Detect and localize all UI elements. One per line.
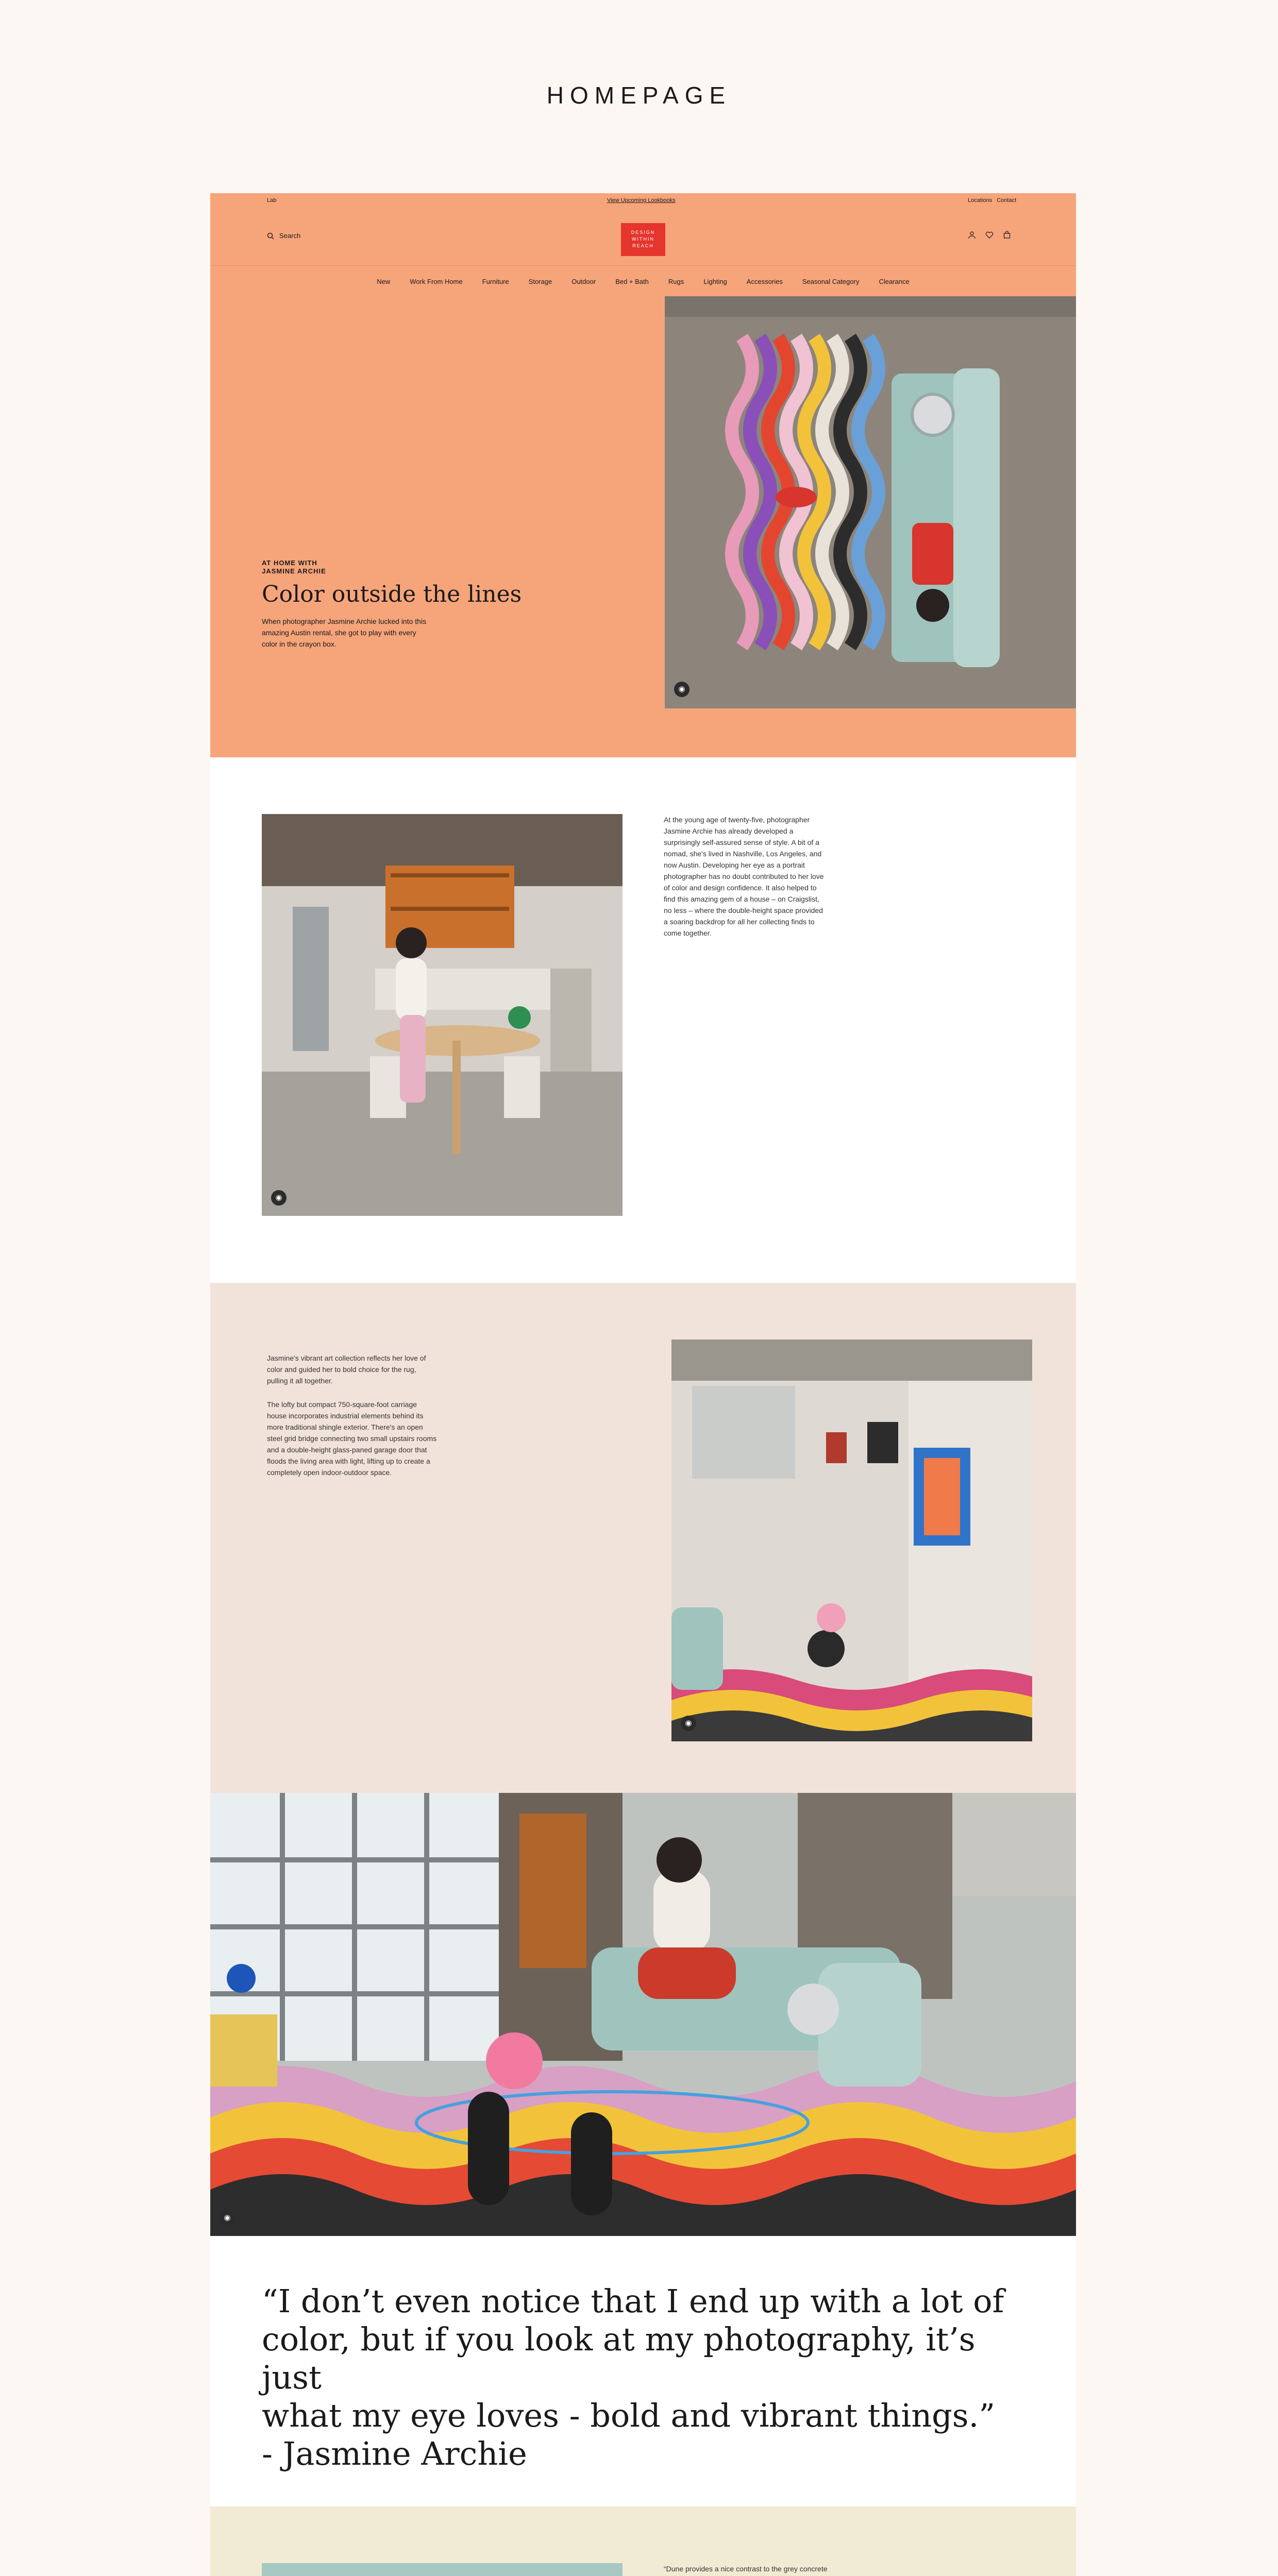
header-icons	[968, 231, 1011, 239]
search-label: Search	[279, 232, 301, 240]
account-icon[interactable]	[968, 231, 976, 239]
camera-icon[interactable]: ◉	[681, 1716, 696, 1731]
nav-item-accessories[interactable]: Accessories	[746, 277, 783, 285]
sofa-closeup-photo	[262, 2563, 623, 2576]
story-section-3	[210, 2506, 1076, 2576]
nav-item-bed-bath[interactable]: Bed + Bath	[615, 277, 649, 285]
nav-item-rugs[interactable]: Rugs	[668, 277, 684, 285]
pull-quote	[262, 2282, 1035, 2473]
utility-lookbook-link[interactable]: View Upcoming Lookbooks	[607, 197, 676, 204]
hero-body: When photographer Jasmine Archie lucked into this amazing Austin rental, she got to play with every color in the crayon box.	[262, 617, 427, 648]
story-3-body: “Dune provides a nice contrast to the grey concrete	[664, 2565, 828, 2573]
camera-icon[interactable]: ◉	[674, 682, 690, 697]
nav-item-seasonal-category[interactable]: Seasonal Category	[802, 277, 860, 285]
full-width-photo	[210, 1793, 1076, 2236]
hero-photo	[665, 296, 1076, 708]
quote-attribution: - Jasmine Archie	[262, 2435, 527, 2472]
hero-eyebrow	[262, 559, 326, 575]
nav-item-furniture[interactable]: Furniture	[482, 277, 509, 285]
search-icon	[267, 232, 274, 240]
brand-logo[interactable]: DESIGN WITHIN REACH	[621, 223, 665, 256]
main-nav	[210, 265, 1076, 297]
story-2-body-2: The lofty but compact 750-square-foot carriage house incorporates industrial elements behind its more traditional shingle exterior. There's an open steel grid bridge connecting two small upstairs rooms and a double-height glass-paned garage door that floods the living area with light, lifting up to create a completely open indoor-outdoor space.	[267, 1400, 437, 1477]
camera-icon[interactable]: ◉	[220, 2210, 235, 2226]
nav-item-storage[interactable]: Storage	[528, 277, 552, 285]
quote-line-3: what my eye loves - bold and vibrant things.”	[262, 2397, 996, 2434]
nav-item-work-from-home[interactable]: Work From Home	[410, 277, 463, 285]
nav-item-lighting[interactable]: Lighting	[703, 277, 727, 285]
quote-line-1: “I don’t even notice that I end up with a lot of	[262, 2282, 1004, 2320]
hero-section	[210, 296, 1076, 757]
pull-quote-section	[210, 2236, 1076, 2506]
utility-lab-link[interactable]: Lab	[267, 197, 277, 204]
kitchen-photo	[262, 814, 623, 1216]
hero-title: Color outside the lines	[262, 581, 522, 607]
wishlist-icon[interactable]	[985, 231, 994, 239]
utility-bar	[210, 193, 1076, 209]
story-section-1	[210, 757, 1076, 1283]
story-2-body-1: Jasmine's vibrant art collection reflects her love of color and guided her to bold choice for the rug, pulling it all together.	[267, 1354, 426, 1385]
nav-item-clearance[interactable]: Clearance	[879, 277, 910, 285]
search-box[interactable]	[267, 232, 300, 240]
camera-icon[interactable]: ◉	[271, 1190, 287, 1206]
utility-right-links[interactable]: Locations Contact	[968, 197, 1017, 204]
story-1-body: At the young age of twenty-five, photographer Jasmine Archie has already developed a surprisingly self-assured sense of style. A bit of a nomad, she's lived in Nashville, Los Angeles, and now Austin. Developing her eye as a portrait photographer has no doubt contributed to her love of color and design confidence. It also helped to find this amazing gem of a house – on Craigslist, no less – where the double-height space provided a soaring backdrop for all her collecting finds to come together.	[664, 816, 824, 937]
page-label: HOMEPAGE	[546, 82, 732, 109]
cart-icon[interactable]	[1003, 231, 1011, 239]
hero-eyebrow-line-1: AT HOME WITH	[262, 559, 317, 567]
nav-item-new[interactable]: New	[377, 277, 391, 285]
story-section-2	[210, 1283, 1076, 1793]
quote-line-2: color, but if you look at my photography, it’s just	[262, 2320, 976, 2396]
living-room-photo	[671, 1340, 1032, 1741]
nav-item-outdoor[interactable]: Outdoor	[571, 277, 596, 285]
hero-eyebrow-line-2: JASMINE ARCHIE	[262, 567, 326, 575]
